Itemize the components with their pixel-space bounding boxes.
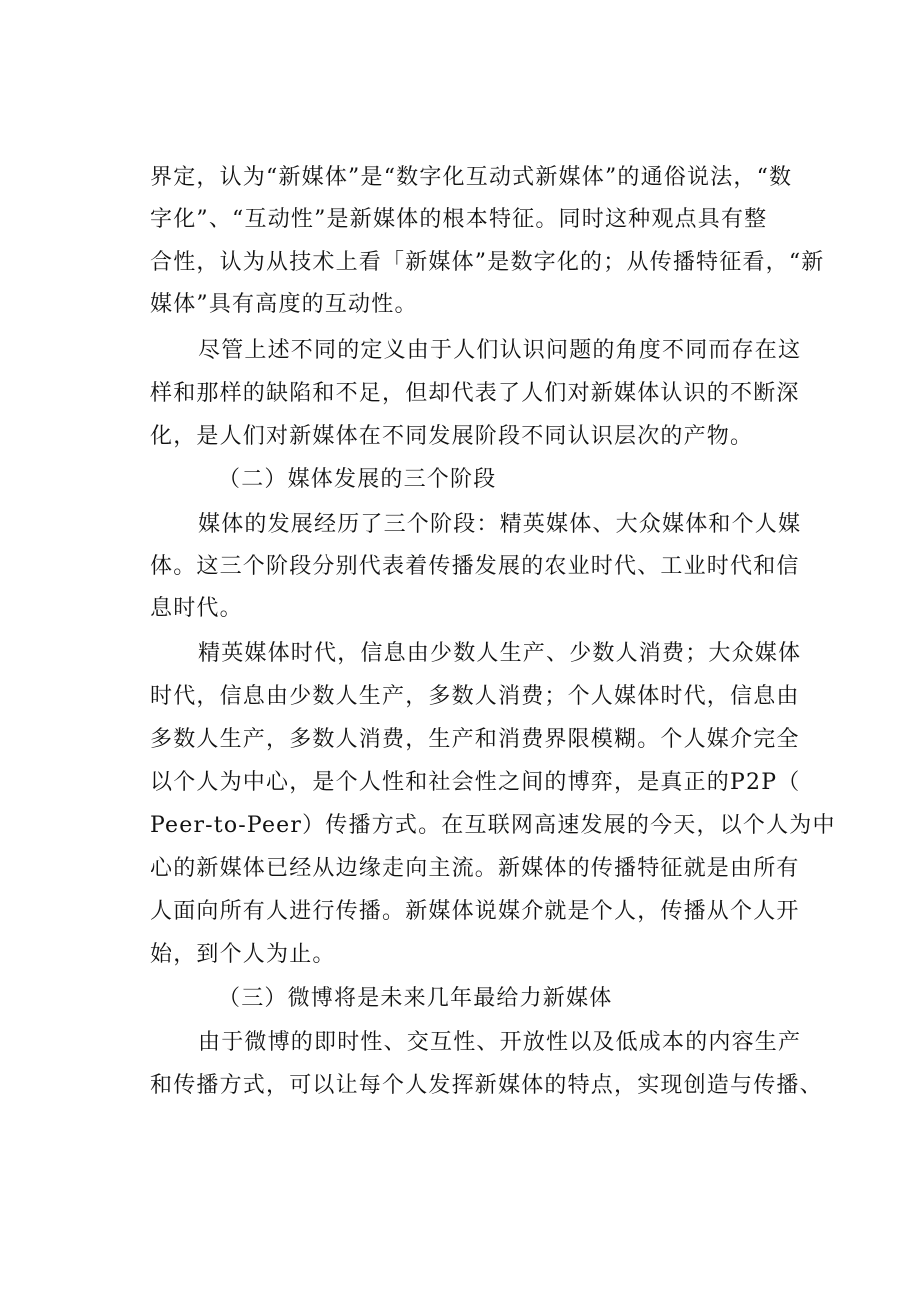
paragraph-line: Peer-to-Peer）传播方式。在互联网高速发展的今天，以个人为中 — [150, 813, 836, 838]
paragraph-line: 合性，认为从技术上看「新媒体”是数字化的；从传播特征看，“新 — [150, 250, 825, 275]
paragraph-line: 由于微博的即时性、交互性、开放性以及低成本的内容生产 — [198, 1030, 802, 1055]
paragraph-line: 精英媒体时代，信息由少数人生产、少数人消费；大众媒体 — [198, 641, 802, 666]
paragraph-line: 字化”、“互动性”是新媒体的根本特征。同时这种观点具有整 — [150, 207, 768, 232]
paragraph-line: 时代，信息由少数人生产，多数人消费；个人媒体时代，信息由 — [150, 684, 800, 709]
section-heading: （二）媒体发展的三个阶段 — [218, 467, 497, 492]
paragraph-line: 始，到个人为止。 — [150, 942, 336, 967]
paragraph-line: 媒体”具有高度的互动性。 — [150, 292, 418, 317]
paragraph-line: 多数人生产，多数人消费，生产和消费界限模糊。个人媒介完全 — [150, 727, 800, 752]
paragraph-line: 息时代。 — [150, 596, 243, 621]
paragraph-line: 和传播方式，可以让每个人发挥新媒体的特点，实现创造与传播、 — [150, 1073, 823, 1098]
paragraph-line: 尽管上述不同的定义由于人们认识问题的角度不同而存在这 — [198, 338, 802, 363]
paragraph-line: 心的新媒体已经从边缘走向主流。新媒体的传播特征就是由所有 — [150, 856, 800, 881]
paragraph-line: 体。这三个阶段分别代表着传播发展的农业时代、工业时代和信 — [150, 554, 800, 579]
paragraph-line: 化，是人们对新媒体在不同发展阶段不同认识层次的产物。 — [150, 424, 754, 449]
paragraph-line: 样和那样的缺陷和不足，但却代表了人们对新媒体认识的不断深 — [150, 381, 800, 406]
section-heading: （三）微博将是未来几年最给力新媒体 — [218, 986, 613, 1011]
paragraph-line: 媒体的发展经历了三个阶段：精英媒体、大众媒体和个人媒 — [198, 512, 802, 537]
paragraph-line: 人面向所有人进行传播。新媒体说媒介就是个人，传播从个人开 — [150, 899, 800, 924]
paragraph-line: 界定，认为“新媒体”是“数字化互动式新媒体”的通俗说法，“数 — [150, 165, 793, 190]
paragraph-line: 以个人为中心，是个人性和社会性之间的博弈，是真正的P2P（ — [150, 770, 801, 795]
